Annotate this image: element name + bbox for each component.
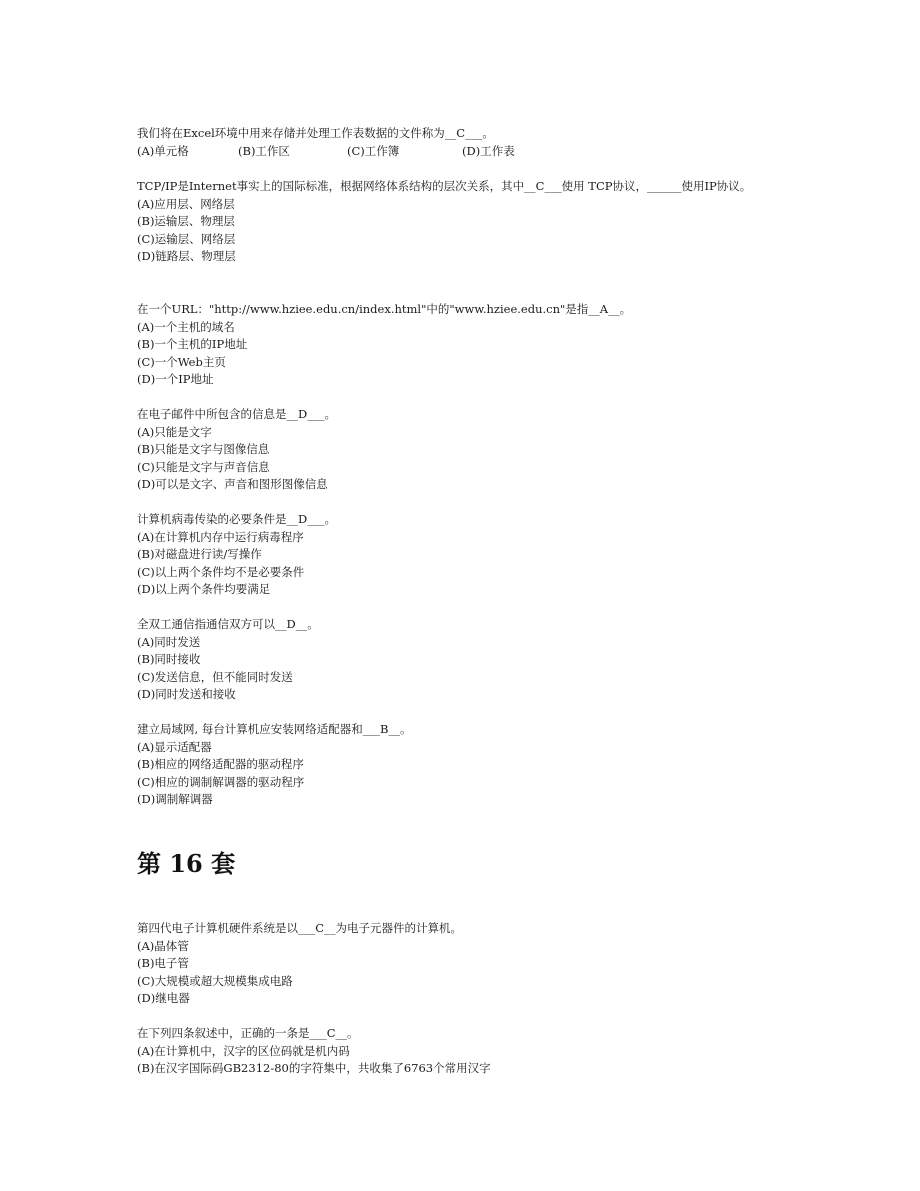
question-stem: 计算机病毒传染的必要条件是__D___。 [137,512,336,526]
option-a: (A)单元格 [137,143,189,158]
option-d: (D)继电器 [137,991,190,1005]
option-a: (A)晶体管 [137,938,189,953]
question-3 [137,301,797,389]
question-7 [137,721,797,809]
option-c: (C)运输层、网络层 [137,231,236,246]
option-c: (C)相应的调制解调器的驱动程序 [137,774,305,789]
option-c: (C)只能是文字与声音信息 [137,459,270,474]
option-a: (A)只能是文字 [137,424,212,439]
question-stem: 建立局域网, 每台计算机应安装网络适配器和___B__。 [137,722,412,736]
question-stem: 全双工通信指通信双方可以__D__。 [137,617,319,631]
option-b: (B)对磁盘进行读/写操作 [137,547,262,561]
option-row [137,143,797,161]
option-a: (A)同时发送 [137,634,201,649]
question-stem: 第四代电子计算机硬件系统是以___C__为电子元器件的计算机。 [137,921,463,935]
option-b: (B)相应的网络适配器的驱动程序 [137,757,304,771]
option-b: (B)电子管 [137,956,189,970]
option-c: (C)发送信息，但不能同时发送 [137,669,293,684]
question-4 [137,406,797,494]
question-stem: 在电子邮件中所包含的信息是__D___。 [137,407,336,421]
question-9 [137,1025,797,1078]
section-heading: 第 16 套 [137,849,236,878]
question-stem: TCP/IP是Internet事实上的国际标准，根据网络体系结构的层次关系，其中__C___使用 TCP协议，______使用IP协议。 [137,179,752,193]
question-stem: 在下列四条叙述中，正确的一条是___C__。 [137,1026,359,1040]
option-b: (B)同时接收 [137,652,201,666]
option-a: (A)显示适配器 [137,739,212,754]
option-b: (B)只能是文字与图像信息 [137,442,270,456]
question-1 [137,125,797,160]
question-stem: 在一个URL："http://www.hziee.edu.cn/index.html"中的"www.hziee.edu.cn"是指__A__。 [137,302,632,316]
question-2 [137,178,797,266]
option-c: (C)工作簿 [347,143,400,158]
option-d: (D)调制解调器 [137,792,213,806]
question-stem: 我们将在Excel环境中用来存储并处理工作表数据的文件称为__C___。 [137,126,494,140]
option-a: (A)应用层、网络层 [137,196,235,211]
question-5 [137,511,797,599]
question-8 [137,920,797,1008]
option-b: (B)在汉字国际码GB2312-80的字符集中，共收集了6763个常用汉字 [137,1061,491,1075]
option-b: (B)运输层、物理层 [137,214,235,228]
option-d: (D)以上两个条件均要满足 [137,582,271,596]
option-d: (D)一个IP地址 [137,372,214,386]
question-6 [137,616,797,704]
option-b: (B)一个主机的IP地址 [137,337,248,351]
option-c: (C)一个Web主页 [137,354,226,369]
option-a: (A)在计算机中，汉字的区位码就是机内码 [137,1043,350,1058]
option-d: (D)可以是文字、声音和图形图像信息 [137,477,328,491]
option-b: (B)工作区 [238,143,290,158]
option-d: (D)同时发送和接收 [137,687,236,701]
option-a: (A)在计算机内存中运行病毒程序 [137,529,304,544]
option-a: (A)一个主机的域名 [137,319,235,334]
option-d: (D)链路层、物理层 [137,249,236,263]
option-c: (C)以上两个条件均不是必要条件 [137,564,305,579]
option-c: (C)大规模或超大规模集成电路 [137,973,293,988]
option-d: (D)工作表 [462,143,515,158]
